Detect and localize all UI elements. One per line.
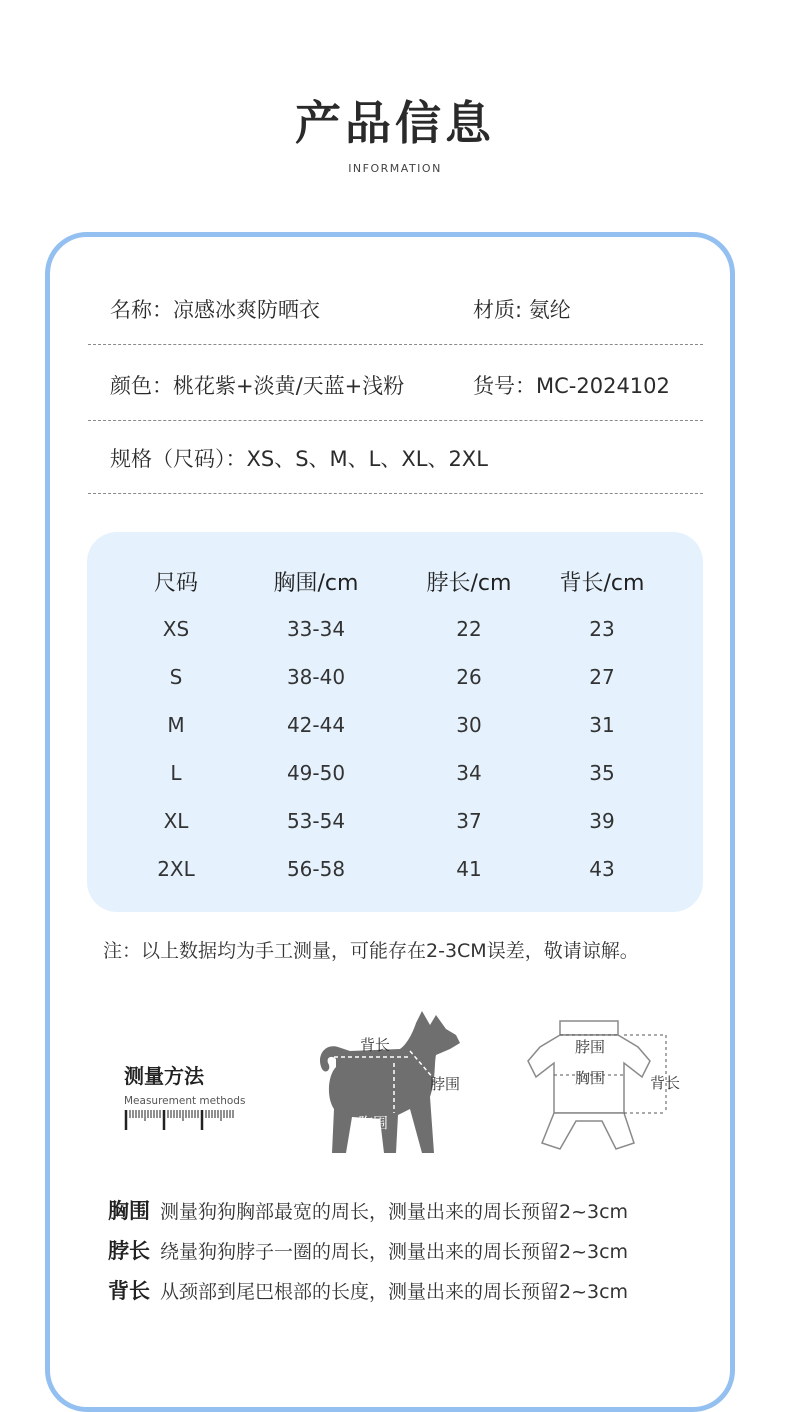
shirt-diagram bbox=[520, 1015, 695, 1165]
ruler-icon bbox=[124, 1108, 236, 1132]
desc-text: 绕量狗狗脖子一圈的周长，测量出来的周长预留2~3cm bbox=[160, 1241, 629, 1263]
size-cell: 38-40 bbox=[286, 665, 346, 689]
dog-neck-label: 脖围 bbox=[430, 1075, 461, 1093]
size-cell: XL bbox=[163, 809, 189, 833]
size-cell: 42-44 bbox=[286, 713, 346, 737]
size-cell: 31 bbox=[589, 713, 615, 737]
desc-key: 脖长 bbox=[108, 1239, 150, 1263]
product-spec: 规格（尺码）：XS、S、M、L、XL、2XL bbox=[110, 447, 488, 471]
size-cell: 41 bbox=[456, 857, 482, 881]
info-row-name bbox=[88, 272, 703, 345]
page-title: 产品信息 bbox=[295, 96, 495, 150]
size-cell: 43 bbox=[589, 857, 615, 881]
measurement-method bbox=[124, 1060, 245, 1107]
info-row-spec bbox=[88, 421, 703, 494]
size-cell: M bbox=[167, 713, 185, 737]
product-name: 名称：凉感冰爽防晒衣 bbox=[110, 298, 320, 322]
size-cell: 27 bbox=[589, 665, 615, 689]
size-cell: 30 bbox=[456, 713, 482, 737]
shirt-back-label: 背长 bbox=[650, 1074, 681, 1092]
size-cell: 37 bbox=[456, 809, 482, 833]
size-header: 背长/cm bbox=[559, 571, 645, 596]
size-header: 脖长/cm bbox=[426, 571, 512, 596]
desc-text: 从颈部到尾巴根部的长度，测量出来的周长预留2~3cm bbox=[160, 1281, 629, 1303]
size-header: 尺码 bbox=[153, 571, 199, 596]
size-cell: 26 bbox=[456, 665, 482, 689]
size-cell: S bbox=[169, 665, 183, 689]
dog-diagram bbox=[310, 1005, 485, 1165]
desc-back bbox=[108, 1275, 628, 1305]
size-cell: 56-58 bbox=[286, 857, 346, 881]
desc-key: 胸围 bbox=[108, 1199, 150, 1223]
product-sku: 货号：MC-2024102 bbox=[473, 374, 670, 398]
product-material: 材质: 氨纶 bbox=[473, 298, 571, 322]
size-cell: 2XL bbox=[157, 857, 195, 881]
desc-neck bbox=[108, 1235, 628, 1265]
info-row-color bbox=[88, 348, 703, 421]
size-cell: 35 bbox=[589, 761, 615, 785]
size-cell: 49-50 bbox=[286, 761, 346, 785]
size-header: 胸围/cm bbox=[273, 571, 359, 596]
shirt-neck-label: 脖围 bbox=[575, 1038, 606, 1056]
size-cell: XS bbox=[162, 617, 190, 641]
size-cell: 33-34 bbox=[286, 617, 346, 641]
desc-text: 测量狗狗胸部最宽的周长，测量出来的周长预留2~3cm bbox=[160, 1201, 629, 1223]
size-cell: 22 bbox=[456, 617, 482, 641]
measurement-note: 注：以上数据均为手工测量，可能存在2-3CM误差，敬请谅解。 bbox=[103, 940, 639, 962]
dog-back-label: 背长 bbox=[360, 1036, 391, 1054]
dog-chest-label: 胸围 bbox=[358, 1114, 389, 1132]
page-header bbox=[0, 96, 790, 175]
size-cell: L bbox=[170, 761, 182, 785]
size-cell: 34 bbox=[456, 761, 482, 785]
shirt-chest-label: 胸围 bbox=[575, 1069, 606, 1087]
size-cell: 23 bbox=[589, 617, 615, 641]
desc-chest bbox=[108, 1195, 628, 1225]
method-title: 测量方法 bbox=[124, 1064, 204, 1088]
desc-key: 背长 bbox=[108, 1279, 150, 1303]
size-cell: 39 bbox=[589, 809, 615, 833]
method-subtitle: Measurement methods bbox=[124, 1095, 246, 1107]
size-table bbox=[87, 532, 703, 912]
size-cell: 53-54 bbox=[286, 809, 346, 833]
page-subtitle: INFORMATION bbox=[348, 162, 442, 175]
product-color: 颜色：桃花紫+淡黄/天蓝+浅粉 bbox=[110, 374, 405, 398]
